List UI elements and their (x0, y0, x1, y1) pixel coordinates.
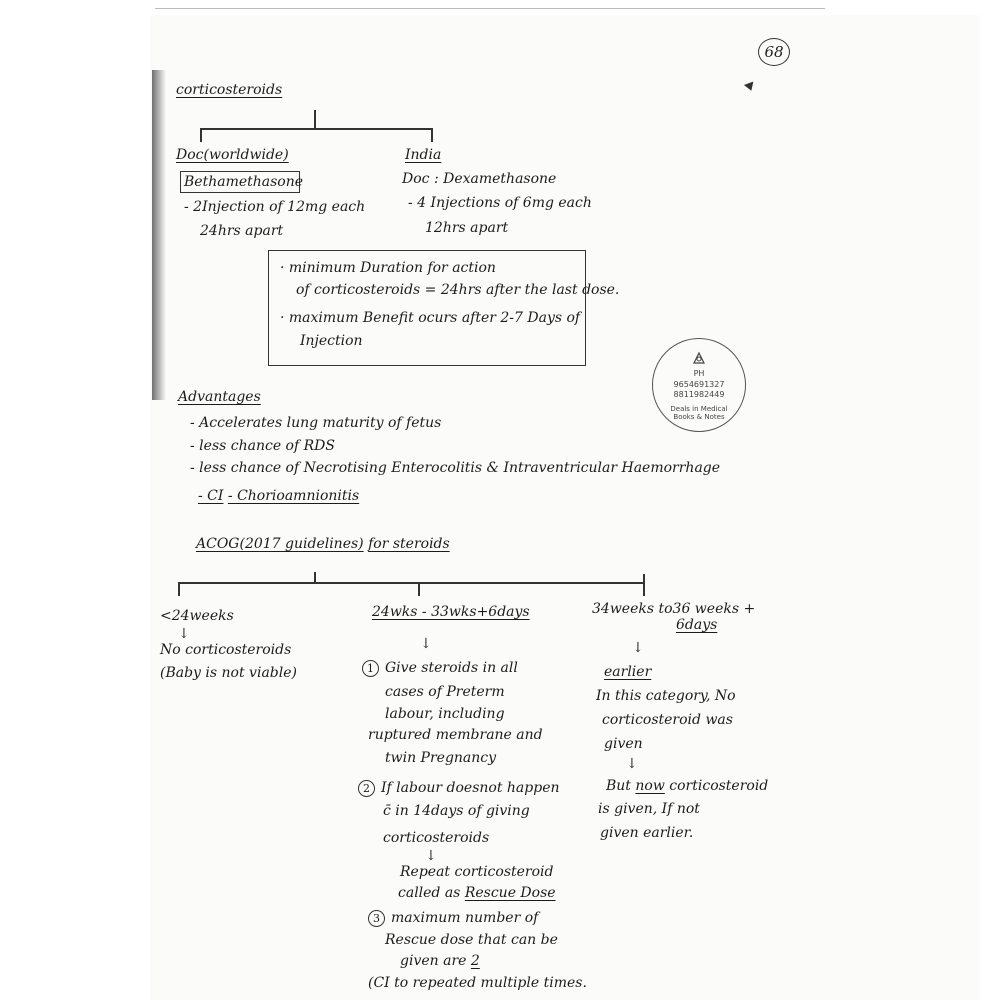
col1-line2: (Baby is not viable) (160, 665, 297, 681)
left-branch-heading: Doc(worldwide) (176, 147, 289, 163)
col3-line2: In this category, No (596, 688, 736, 704)
col3-heading-line1: 34weeks to36 weeks + (592, 601, 756, 617)
col2-heading: 24wks - 33wks+6days (372, 604, 530, 620)
col2-p2-line2: c̄ in 14days of giving (383, 803, 530, 819)
col1-line1: No corticosteroids (160, 642, 292, 658)
col2-p3-line3 (400, 953, 480, 969)
right-interval: 12hrs apart (425, 220, 509, 236)
line5-now: now (635, 778, 665, 794)
stamp-phone2: 8811982449 (673, 390, 725, 399)
col1-down-arrow-icon: ↓ (178, 626, 190, 642)
advantage-1: - Accelerates lung maturity of fetus (190, 415, 442, 431)
acog-heading-prefix: ACOG(2017 guidelines) (196, 536, 364, 552)
acog-heading (196, 536, 450, 552)
page-top-edge (155, 8, 825, 9)
stamp-ph: PH (693, 369, 705, 378)
col2-p2-line5 (398, 885, 556, 901)
col3-down-arrow2-icon: ↓ (626, 756, 638, 772)
point3-number: 3 (368, 910, 385, 927)
col2-point3 (368, 910, 538, 927)
col2-p3-line2: Rescue dose that can be (385, 932, 558, 948)
p1-line1: Give steroids in all (385, 660, 518, 676)
acog-heading-suffix: for steroids (368, 536, 450, 552)
seller-stamp (652, 338, 746, 432)
p3-line1: maximum number of (391, 910, 539, 926)
col2-p2-line4: Repeat corticosteroid (400, 864, 554, 880)
point1-number: 1 (362, 660, 379, 677)
note-line2: of corticosteroids = 24hrs after the last dose. (296, 282, 620, 298)
tree2-left-drop (178, 582, 180, 596)
stamp-phone1: 9654691327 (673, 380, 725, 389)
tree1-left-drop (200, 128, 202, 142)
col3-down-arrow-icon: ↓ (632, 640, 644, 656)
p2-line1: If labour doesnot happen (381, 780, 560, 796)
binding-shadow (152, 70, 166, 400)
p3-line3-value: 2 (470, 953, 480, 969)
tree1-right-drop (431, 128, 433, 142)
col1-heading: <24weeks (160, 608, 234, 624)
col2-down-arrow-icon: ↓ (420, 636, 432, 652)
col2-p1-line4: ruptured membrane and (368, 727, 543, 743)
note-line4: Injection (300, 333, 363, 349)
col3-line3: corticosteroid was (602, 712, 733, 728)
left-dose: - 2Injection of 12mg each (184, 199, 366, 215)
ci-value: - Chorioamnionitis (227, 488, 360, 504)
col2-p1-line2: cases of Preterm (385, 684, 505, 700)
col2-point1 (362, 660, 518, 677)
p3-line3-prefix: given are (400, 953, 467, 969)
left-interval: 24hrs apart (200, 223, 284, 239)
contraindication-line (198, 488, 359, 504)
stamp-ring-text: Deals in Medical Books & Notes (670, 405, 728, 421)
tree2-right-drop (643, 574, 645, 596)
note-line1: · minimum Duration for action (280, 260, 496, 276)
advantage-2: - less chance of RDS (190, 438, 335, 454)
tree2-mid-drop (418, 582, 420, 596)
col2-p2-line3: corticosteroids (383, 830, 490, 846)
col2-point2 (358, 780, 560, 797)
col3-line5 (606, 778, 768, 794)
line5-suffix: corticosteroid (669, 778, 769, 794)
rescue-dose-term: Rescue Dose (464, 885, 556, 901)
tree1-stem (314, 110, 316, 130)
tree1-bar (200, 128, 432, 130)
col2-p3-line4: (CI to repeated multiple times. (368, 975, 587, 991)
advantage-3: - less chance of Necrotising Enterocolitis & Intraventricular Haemorrhage (190, 460, 721, 476)
right-dose: - 4 Injections of 6mg each (408, 195, 592, 211)
right-drug: Doc : Dexamethasone (402, 171, 557, 187)
advantages-heading: Advantages (178, 389, 261, 405)
right-branch-heading: India (405, 147, 442, 163)
tree2-bar (178, 582, 644, 584)
col3-line1: earlier (604, 664, 652, 680)
col2-p1-line3: labour, including (385, 706, 505, 722)
point2-number: 2 (358, 780, 375, 797)
col3-heading-line2: 6days (676, 617, 718, 633)
col3-line7: given earlier. (600, 825, 694, 841)
col3-line4: given (604, 736, 643, 752)
col3-line6: is given, If not (598, 801, 700, 817)
ci-label: - CI (198, 488, 224, 504)
note-line3: · maximum Benefit ocurs after 2-7 Days of (280, 310, 581, 326)
p2-line5-prefix: called as (398, 885, 461, 901)
stamp-logo-icon (691, 351, 707, 365)
left-drug: Bethamethasone (184, 174, 304, 190)
page-number: 68 (758, 38, 790, 66)
col2-p1-line5: twin Pregnancy (385, 750, 497, 766)
col2-p2-down-arrow-icon: ↓ (425, 848, 437, 864)
title: corticosteroids (176, 82, 283, 98)
line5-prefix: But (606, 778, 631, 794)
